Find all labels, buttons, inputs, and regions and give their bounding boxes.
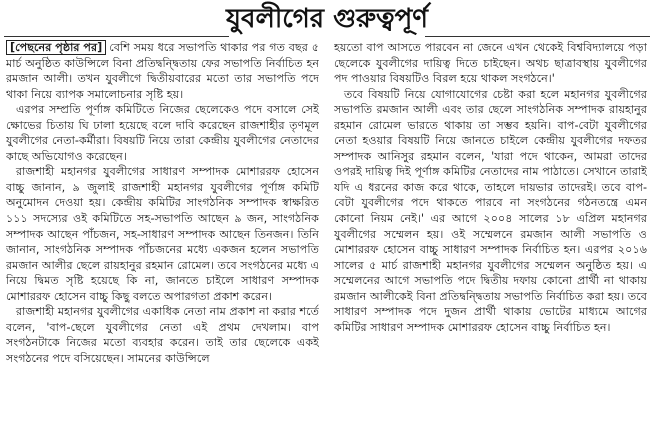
headline-rule-left (4, 36, 229, 37)
paragraph: রাজশাহী মহানগর যুবলীগের সাধারণ সম্পাদক মোশাররফ হোসেন বাচ্চু জানান, ৯ জুলাই রাজশাহী মহানগর যুবলীগের পূর্ণাঙ্গ কমিটি অনুমোদন দেওয়া হয়। কেন্দ্রীয় কমিটির সাংগঠনিক সম্পাদক স্বাক্ষরিত ১১১ সদস্যের ওই কমিটিতে সহ-সভাপতি আছেন ৯ জন, সাংগঠনিক সম্পাদক আছেন পাঁচজন, সহ-সাধারণ সম্পাদক আছেন তিনজন। তিনি জানান, সাংগঠনিক সম্পাদক পাঁচজনের মধ্যে একজন হলেন সভাপতি রমজান আলীর ছেলে রায়হানুর রহমান রোমেল। তবে সংগঠনের মধ্যে এ নিয়ে দ্বিমত সৃষ্টি হয়েছে কি না, জানতে চাইলে সাধারণ সম্পাদক মোশাররফ হোসেন বাচ্চু কিছু বলতে অপারগতা প্রকাশ করেন। (6, 165, 319, 303)
paragraph: [পেছনের পৃষ্ঠার পর] বেশি সময় ধরে সভাপতি থাকার পর গত বছর ৫ মার্চ অনুষ্ঠিত কাউন্সিলে বিনা প্রতিদ্বন্দ্বিতায় ফের সভাপতি নির্বাচিত হন রমজান আলী। তখন যুবলীগে দ্বিতীয়বারের মতো তার সভাপতি পদে থাকা নিয়ে ব্যাপক সমালোচনার সৃষ্টি হয়। (6, 41, 319, 101)
left-column (6, 40, 319, 420)
paragraph: রাজশাহী মহানগর যুবলীগের একাধিক নেতা নাম প্রকাশ না করার শর্তে বলেন, 'বাপ-ছেলে যুবলীগের নেতা এই প্রথম দেখলাম। বাপ সংগঠনটাকে নিজের মতো ব্যবহার করেন। তাই তার ছেলেকে একই সংগঠনের পদে বসিয়েছেন। সামনের কাউন্সিলে (6, 305, 319, 365)
headline: যুবলীগের গুরুত্বপূর্ণ (226, 4, 428, 34)
continued-kicker: [পেছনের পৃষ্ঠার পর] (6, 40, 106, 55)
paragraph: তবে বিষয়টি নিয়ে যোগাযোগের চেষ্টা করা হলে মহানগর যুবলীগের সভাপতি রমজান আলী এবং তার ছেলে সাংগঠনিক সম্পাদক রায়হানুর রহমান রোমেল ভারতে থাকায় তা সম্ভব হয়নি। বাপ-বেটা যুবলীগের নেতা হওয়ার বিষয়টি নিয়ে জানতে চাইলে কেন্দ্রীয় যুবলীগের দফতর সম্পাদক আনিসুর রহমান বলেন, 'যারা পদে থাকেন, আমরা তাদের ওপরই দায়িত্ব দিই পূর্ণাঙ্গ কমিটির নেতাদের নাম পাঠাতে। সেখানে তারাই যদি এ ধরনের কাজ করে থাকে, তাহলে দায়ভার তাদেরই। তবে বাপ-বেটা যুবলীগের পদে থাকতে পারবে না সংগঠনের গঠনতন্ত্রে এমন কোনো নিয়ম নেই।' এর আগে ২০০৪ সালের ১৮ এপ্রিল মহানগর যুবলীগের সম্মেলন হয়। ওই সম্মেলনে রমজান আলী সভাপতি ও মোশাররফ হোসেন বাচ্চু সাধারণ সম্পাদক নির্বাচিত হন। এরপর ২০১৬ সালের ৫ মার্চ রাজশাহী মহানগর যুবলীগের সম্মেলন অনুষ্ঠিত হয়। এ সম্মেলনের আগে সভাপতি পদে দ্বিতীয় দফায় কোনো প্রার্থী না থাকায় রমজান আলীকেই বিনা প্রতিদ্বন্দ্বিতায় সভাপতি নির্বাচিত করা হয়। তবে সাধারণ সম্পাদক পদে দুজন প্রার্থী থাকায় ভোটের মাধ্যমে আগের কমিটির সাধারণ সম্পাদক মোশাররফ হোসেন বাচ্চু নির্বাচিত হন। (334, 87, 647, 334)
headline-rule-right (425, 36, 650, 37)
paragraph: এরপর সম্প্রতি পূর্ণাঙ্গ কমিটিতে নিজের ছেলেকেও পদে বসালে সেই ক্ষোভের চিতায় ঘি ঢালা হয়েছে বলে দাবি করেছেন রাজশাহীর তৃণমূল যুবলীগের নেতা-কর্মীরা। বিষয়টি নিয়ে তারা কেন্দ্রীয় যুবলীগের নেতাদের কাছে অভিযোগও করেছেন। (6, 103, 319, 163)
right-column (334, 40, 647, 420)
paragraph: হয়তো বাপ আসতে পারবেন না জেনে এখন থেকেই বিশ্ববিদ্যালয়ে পড়া ছেলেকে যুবলীগের দায়িত্ব দিতে চাইছেন। অথচ ছাত্রাবস্থায় যুবলীগের পদ পাওয়ার বিষয়টিও বিরল হয়ে থাকল সংগঠনে।' (334, 41, 647, 86)
